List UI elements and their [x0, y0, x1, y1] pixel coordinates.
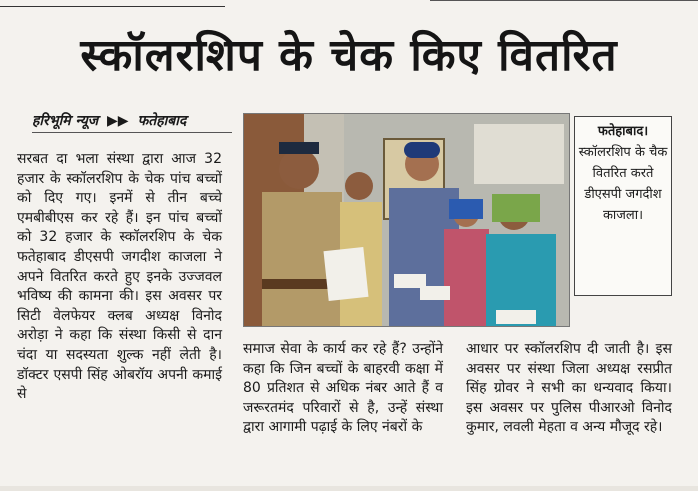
- dateline-separator: ▶▶: [107, 113, 129, 129]
- article-column-1: [17, 150, 222, 405]
- photo-caption: [574, 116, 672, 296]
- top-rule-left: [0, 0, 225, 7]
- news-photo-illustration: [244, 114, 569, 326]
- article-text: सरबत दा भला संस्था द्वारा आज 32 हजार के स्कॉलरशिप के चेक पांच बच्चों को दिए गए। इनमें से तीन बच्चे एमबीबीएस कर रहे हैं। इन पांच बच्चों को 32 हजार के स्कॉलरशिप के चेक फतेहाबाद डीएसपी जगदीश काजला ने अपने वितरित करते हुए इनके उज्जवल भविष्य की कामना की। इस अवसर पर सिटी वेलफेयर क्लब अध्यक्ष विनोद अरोड़ा ने कहा कि संस्था किसी से दान चंदा या सदस्यता शुल्क नहीं लेती है। डॉक्टर एसपी सिंह ओबरॉय अपनी कमाई से: [17, 151, 222, 403]
- article-column-3: [466, 340, 672, 438]
- photo-caption-place: फतेहाबाद।: [597, 124, 649, 139]
- photo-caption-text: स्कॉलरशिप के चैक वितरित करते डीएसपी जगदीश काजला।: [578, 145, 668, 223]
- article-column-2: [243, 340, 443, 438]
- article-text: समाज सेवा के कार्य कर रहे हैं? उन्होंने कहा कि जिन बच्चों के बाहरवी कक्षा में 80 प्रतिशत से अधिक नंबर आते हैं व जरूरतमंद परिवारों से है, उन्हें संस्था द्वारा आगामी पढ़ाई के लिए नंबरों के: [243, 341, 443, 436]
- dateline-place: फतेहाबाद: [137, 113, 187, 129]
- dateline: [32, 110, 232, 133]
- article-text: आधार पर स्कॉलरशिप दी जाती है। इस अवसर पर संस्था जिला अध्यक्ष रसप्रीत सिंह ग्रोवर ने सभी का धन्यवाद किया। इस अवसर पर पुलिस पीआरओ विनोद कुमार, लवली मेहता व अन्य मौजूद रहे।: [466, 341, 672, 436]
- top-rule-right: [430, 0, 698, 7]
- news-photo: [243, 113, 570, 327]
- headline: स्कॉलरशिप के चेक किए वितरित: [80, 30, 618, 81]
- dateline-source: हरिभूमि न्यूज: [32, 113, 99, 129]
- page-bottom-edge: [0, 486, 698, 491]
